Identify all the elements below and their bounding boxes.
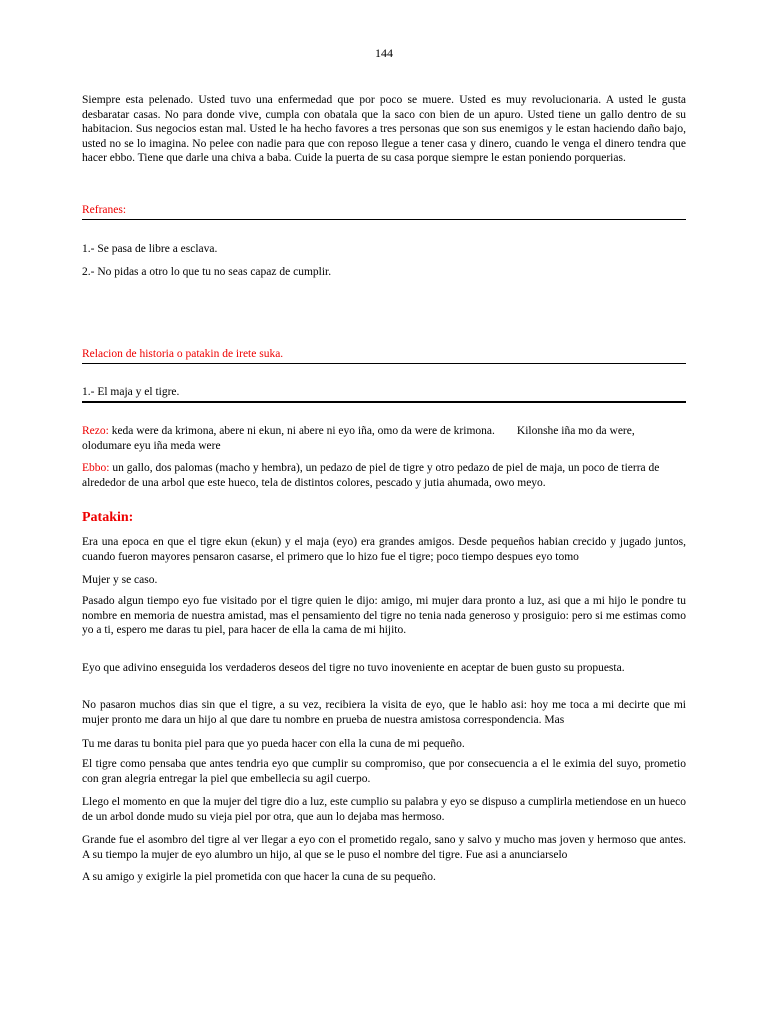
rezo-text-part1: keda were da krimona, abere ni ekun, ni abere ni eyo iña, omo da were de krimona. <box>108 425 495 437</box>
patakin-paragraph: Mujer y se caso. <box>82 574 158 586</box>
patakin-paragraph: El tigre como pensaba que antes tendria eyo que cumplir su compromiso, que por consecuencia a el le eximia del suyo, prometio con gran alegria entregar la piel que embellecia su agil cuerpo. <box>82 758 686 785</box>
patakin-heading: Patakin: <box>82 510 134 525</box>
patakin-paragraph: Era una epoca en que el tigre ekun (ekun) y el maja (eyo) era grandes amigos. Desde pequeños habian crecido y jugado juntos, cuando fueron mayores pensaron casarse, el primero que lo hizo fue el tigre; poco tiempo despues eyo tomo <box>82 536 686 563</box>
refran-item: 1.- Se pasa de libre a esclava. <box>82 243 218 255</box>
patakin-paragraph: A su amigo y exigirle la piel prometida con que hacer la cuna de su pequeño. <box>82 871 436 883</box>
ebbo-paragraph <box>82 461 686 490</box>
historia-bottom-divider <box>82 401 686 403</box>
ebbo-text: un gallo, dos palomas (macho y hembra), un pedazo de piel de tigre y otro pedazo de piel de maja, un poco de tierra de alrededor de una arbol que este hueco, tela de distintos colores, pescado y jutia ahumada, owo meyo. <box>82 462 660 489</box>
historia-divider <box>82 363 686 364</box>
historia-item: 1.- El maja y el tigre. <box>82 386 180 398</box>
patakin-paragraph: Grande fue el asombro del tigre al ver llegar a eyo con el prometido regalo, sano y salvo y mucho mas joven y hermoso que antes. A su tiempo la mujer de eyo alumbro un hijo, al que se le puso el nombre del tigre. Fue asi a anunciarselo <box>82 834 686 861</box>
refranes-divider <box>82 219 686 220</box>
patakin-paragraph: Eyo que adivino enseguida los verdaderos deseos del tigre no tuvo inoveniente en aceptar de buen gusto su propuesta. <box>82 662 625 674</box>
rezo-text-part2: Kilonshe iña mo da were, olodumare eyu iña meda were <box>82 425 635 452</box>
ebbo-label: Ebbo: <box>82 462 110 474</box>
patakin-paragraph: Tu me daras tu bonita piel para que yo pueda hacer con ella la cuna de mi pequeño. <box>82 738 465 750</box>
patakin-paragraph: Llego el momento en que la mujer del tigre dio a luz, este cumplio su palabra y eyo se dispuso a cumplirla metiendose en un hueco de un arbol donde mudo su vieja piel por otra, que aun lo dejaba mas hermoso. <box>82 796 686 823</box>
patakin-paragraph: Pasado algun tiempo eyo fue visitado por el tigre quien le dijo: amigo, mi mujer dara pronto a luz, asi que a mi hijo le pondre tu nombre en memoria de nuestra amistad, mas el pensamiento del tigre no tenia nada generoso y prosiguio: pero si me estimas como yo a ti, espero me daras tu piel, para hacer de ella la cama de mi hijito. <box>82 595 686 636</box>
refran-item: 2.- No pidas a otro lo que tu no seas capaz de cumplir. <box>82 266 332 278</box>
refranes-heading: Refranes: <box>82 204 127 216</box>
document-page <box>82 0 686 1024</box>
historia-heading: Relacion de historia o patakin de irete suka. <box>82 348 284 360</box>
rezo-paragraph <box>82 424 686 453</box>
page-number: 144 <box>375 46 393 60</box>
patakin-paragraph: No pasaron muchos dias sin que el tigre, a su vez, recibiera la visita de eyo, que le hablo asi: hoy me toca a mi decirte que mi mujer pronto me dara un hijo al que dare tu nombre en prueba de nuestra amistosa correspondencia. Mas <box>82 699 686 726</box>
rezo-label: Rezo: <box>82 425 109 437</box>
intro-paragraph: Siempre esta pelenado. Usted tuvo una enfermedad que por poco se muere. Usted es muy revolucionaria. A usted le gusta desbaratar casas. No para donde vive, cumpla con obatala que la saco con bien de un apuro. Usted tiene un gallo dentro de su habitacion. Sus negocios estan mal. Usted le ha hecho favores a tres personas que son sus enemigos y le estan haciendo daño bajo, usted no se lo imagina. No pelee con nadie para que con reposo llegue a tener casa y dinero, cuando le venga el dinero tendra que hacer ebbo. Tiene que darle una chiva a baba. Cuide la puerta de su casa porque siempre le estan poniendo porquerias. <box>82 94 686 164</box>
